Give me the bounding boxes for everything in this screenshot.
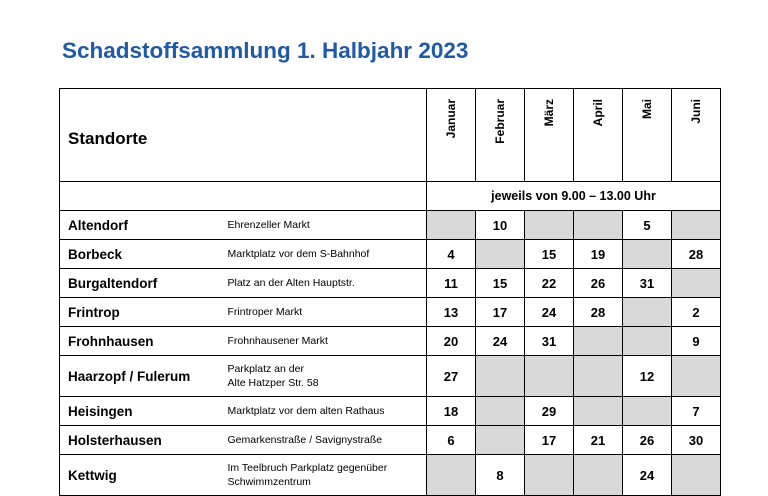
address-line: Frintroper Markt: [227, 306, 303, 318]
address-line: Ehrenzeller Markt: [227, 219, 310, 231]
location-address: [228, 426, 427, 455]
day-cell: 9: [672, 327, 721, 356]
location-address: [228, 397, 427, 426]
empty-day-cell: [623, 397, 672, 426]
location-name: Altendorf: [60, 211, 228, 240]
empty-day-cell: [574, 211, 623, 240]
day-cell: 21: [574, 426, 623, 455]
standorte-header: Standorte: [60, 89, 427, 182]
day-cell: 24: [476, 327, 525, 356]
day-cell: 17: [525, 426, 574, 455]
location-address: [228, 327, 427, 356]
day-cell: 24: [623, 455, 672, 496]
location-name: Holsterhausen: [60, 426, 228, 455]
empty-day-cell: [574, 327, 623, 356]
day-cell: 12: [623, 356, 672, 397]
empty-day-cell: [672, 269, 721, 298]
empty-day-cell: [574, 356, 623, 397]
table-row: [60, 211, 721, 240]
day-cell: 27: [427, 356, 476, 397]
empty-day-cell: [574, 455, 623, 496]
address-line: Gemarkenstraße / Savignystraße: [227, 434, 383, 446]
address-line: Im Teelbruch Parkplatz gegenüber: [227, 462, 388, 474]
day-cell: 31: [525, 327, 574, 356]
empty-day-cell: [427, 211, 476, 240]
day-cell: 28: [672, 240, 721, 269]
day-cell: 28: [574, 298, 623, 327]
location-address: [228, 298, 427, 327]
empty-day-cell: [574, 397, 623, 426]
table-row: [60, 327, 721, 356]
day-cell: 26: [574, 269, 623, 298]
address-line: Parkplatz an der: [227, 363, 304, 375]
month-header: Juni: [689, 99, 703, 124]
empty-day-cell: [672, 356, 721, 397]
location-name: Heisingen: [60, 397, 228, 426]
empty-day-cell: [672, 455, 721, 496]
empty-day-cell: [623, 298, 672, 327]
month-header: April: [591, 99, 605, 127]
address-line: Platz an der Alten Hauptstr.: [227, 277, 355, 289]
empty-day-cell: [476, 426, 525, 455]
location-address: [228, 455, 427, 496]
table-row: [60, 269, 721, 298]
hours-label: jeweils von 9.00 – 13.00 Uhr: [427, 182, 721, 211]
day-cell: 30: [672, 426, 721, 455]
day-cell: 18: [427, 397, 476, 426]
month-header: Januar: [444, 99, 458, 139]
month-header-cell: [672, 89, 721, 182]
day-cell: 15: [476, 269, 525, 298]
empty-day-cell: [525, 356, 574, 397]
empty-day-cell: [525, 211, 574, 240]
day-cell: 2: [672, 298, 721, 327]
empty-day-cell: [623, 327, 672, 356]
table-row: [60, 356, 721, 397]
table-row: [60, 455, 721, 496]
day-cell: 6: [427, 426, 476, 455]
location-name: Frohnhausen: [60, 327, 228, 356]
empty-day-cell: [525, 455, 574, 496]
month-header: Mai: [640, 99, 654, 120]
empty-day-cell: [427, 455, 476, 496]
empty-day-cell: [476, 397, 525, 426]
table-row: [60, 240, 721, 269]
day-cell: 20: [427, 327, 476, 356]
location-name: Haarzopf / Fulerum: [60, 356, 228, 397]
day-cell: 17: [476, 298, 525, 327]
table-row: [60, 426, 721, 455]
day-cell: 4: [427, 240, 476, 269]
empty-day-cell: [672, 211, 721, 240]
header-row: [60, 89, 721, 182]
location-name: Frintrop: [60, 298, 228, 327]
month-header: Februar: [493, 99, 507, 144]
location-address: [228, 211, 427, 240]
day-cell: 11: [427, 269, 476, 298]
location-name: Kettwig: [60, 455, 228, 496]
day-cell: 26: [623, 426, 672, 455]
month-header-cell: [427, 89, 476, 182]
month-header-cell: [525, 89, 574, 182]
location-address: [228, 356, 427, 397]
location-name: Borbeck: [60, 240, 228, 269]
day-cell: 8: [476, 455, 525, 496]
location-address: [228, 269, 427, 298]
empty-day-cell: [476, 240, 525, 269]
month-header: März: [542, 99, 556, 127]
empty-day-cell: [476, 356, 525, 397]
page-title: Schadstoffsammlung 1. Halbjahr 2023: [62, 38, 469, 63]
address-line: Schwimmzentrum: [227, 476, 311, 488]
day-cell: 19: [574, 240, 623, 269]
table-row: [60, 298, 721, 327]
location-name: Burgaltendorf: [60, 269, 228, 298]
day-cell: 29: [525, 397, 574, 426]
blank-cell: [60, 182, 427, 211]
address-line: Frohnhausener Markt: [227, 335, 328, 347]
schedule-table: [59, 88, 721, 496]
day-cell: 13: [427, 298, 476, 327]
month-header-cell: [476, 89, 525, 182]
day-cell: 10: [476, 211, 525, 240]
day-cell: 5: [623, 211, 672, 240]
day-cell: 22: [525, 269, 574, 298]
day-cell: 31: [623, 269, 672, 298]
location-address: [228, 240, 427, 269]
address-line: Marktplatz vor dem alten Rathaus: [227, 405, 385, 417]
address-line: Alte Hatzper Str. 58: [227, 377, 319, 389]
hours-row: [60, 182, 721, 211]
day-cell: 7: [672, 397, 721, 426]
day-cell: 15: [525, 240, 574, 269]
day-cell: 24: [525, 298, 574, 327]
month-header-cell: [574, 89, 623, 182]
month-header-cell: [623, 89, 672, 182]
address-line: Marktplatz vor dem S-Bahnhof: [227, 248, 370, 260]
table-row: [60, 397, 721, 426]
empty-day-cell: [623, 240, 672, 269]
